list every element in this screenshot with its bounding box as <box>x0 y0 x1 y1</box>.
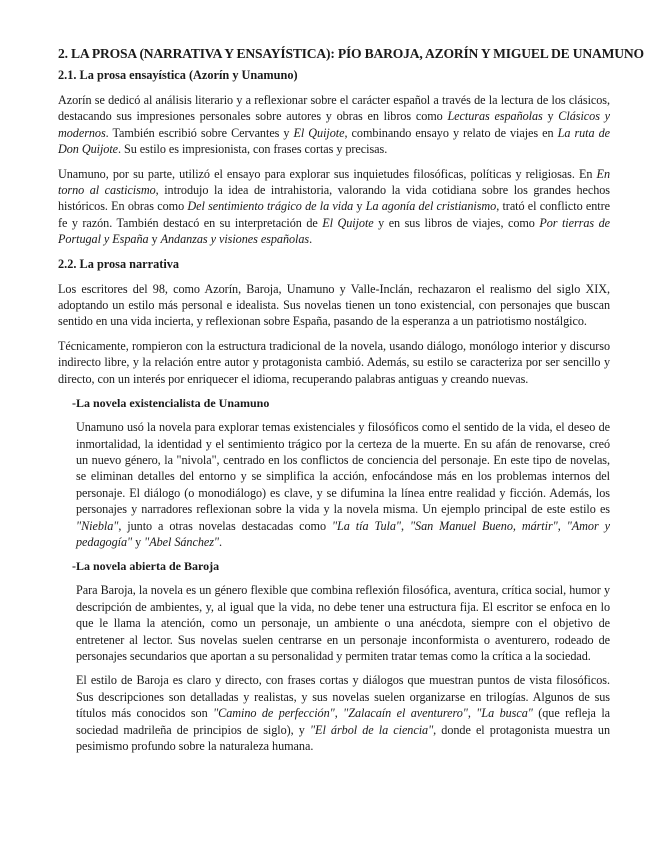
azorin-paragraph: Azorín se dedicó al análisis literario y a reflexionar sobre el carácter español a través de la lectura de los clásicos, destacando sus impresiones personales sobre autores y obras en libros como Lecturas españolas y Clásicos y modernos. También escribió sobre Cervantes y El Quijote, combinando ensayo y relato de viajes en La ruta de Don Quijote. Su estilo es impresionista, con frases cortas y precisas. <box>58 93 611 157</box>
document-page <box>58 45 644 762</box>
unamuno-novel-paragraph: Unamuno usó la novela para explorar temas existenciales y filosóficos como el sentido de la vida, el deseo de inmortalidad, la identidad y el sentimiento trágico por la certeza de la muerte. En su afán de renovarse, creó un nuevo género, la "nivola", centrado en los conflictos de conciencia del personaje. En este tipo de novelas, se eliminan detalles del entorno y se simplifica la acción, enfocándose más en los problemas internos del personaje. El diálogo (o monodiálogo) es clave, y se difumina la línea entre realidad y ficción. Además, los personajes y narradores reflexionan sobre la vida y la novela misma. Un ejemplo principal de este estilo es "Niebla", junto a otras novelas destacadas como "La tía Tula", "San Manuel Bueno, mártir", "Amor y pedagogía" y "Abel Sánchez". <box>76 420 610 549</box>
baroja-novel-heading: -La novela abierta de Baroja <box>72 559 220 574</box>
unamuno-novel-heading: -La novela existencialista de Unamuno <box>72 396 270 411</box>
baroja-paragraph-2: El estilo de Baroja es claro y directo, con frases cortas y diálogos que muestran puntos de vista filosóficos. Sus descripciones son detalladas y realistas, y sus novelas suelen organizarse en trilogías. Algunos de sus títulos más conocidos son "Camino de perfección", "Zalacaín el aventurero", "La busca" (que refleja la sociedad madrileña de principios de siglo), y "El árbol de la ciencia", donde el protagonista muestra un pesimismo profundo sobre la naturaleza humana. <box>76 673 611 753</box>
unamuno-essay-paragraph: Unamuno, por su parte, utilizó el ensayo para explorar sus inquietudes filosóficas, políticas y religiosas. En En torno al casticismo, introdujo la idea de intrahistoria, valorando la vida cotidiana sobre los grandes hechos históricos. En obras como Del sentimiento trágico de la vida y La agonía del cristianismo, trató el conflicto entre fe y razón. También destacó en su interpretación de El Quijote y en sus libros de viajes, como Por tierras de Portugal y España y Andanzas y visiones españolas. <box>58 166 610 247</box>
narrative-technique-paragraph: Técnicamente, rompieron con la estructura tradicional de la novela, usando diálogo, monólogo interior y discurso indirecto libre, y la relación entre autor y protagonista cambió. Además, su estilo se caracteriza por ser sencillo y directo, con un interés por enriquecer el idioma, recuperando palabras antiguas y creando nuevas. <box>58 338 610 386</box>
baroja-paragraph-1: Para Baroja, la novela es un género flexible que combina reflexión filosófica, aventura, crítica social, humor y descripción de ambientes, y, al igual que la vida, no debe tener una estructura fija. El escritor se enfoca en lo que le llama la atención, como un personaje, un ambiente o una anécdota, siempre con el objetivo de entretener al lector. Sus novelas suelen centrarse en un personaje inconformista o aventurero, rodeado de personajes secundarios que aportan a su personalidad y permiten tratar temas como la crítica a la sociedad. <box>76 583 610 663</box>
section-2-2-heading: 2.2. La prosa narrativa <box>58 256 180 271</box>
narrative-intro-paragraph: Los escritores del 98, como Azorín, Baroja, Unamuno y Valle-Inclán, rechazaron el realismo del siglo XIX, adoptando un estilo más personal e idealista. Sus novelas tienen un tono existencial, con personajes que buscan sentido en una vida incierta, y reflexionan sobre España, pasando de la esperanza a un patriotismo nostálgico. <box>58 281 610 329</box>
section-2-1-heading: 2.1. La prosa ensayística (Azorín y Unamuno) <box>58 68 298 82</box>
main-title: 2. LA PROSA (NARRATIVA Y ENSAYÍSTICA): PÍO BAROJA, AZORÍN Y MIGUEL DE UNAMUNO <box>58 46 644 61</box>
